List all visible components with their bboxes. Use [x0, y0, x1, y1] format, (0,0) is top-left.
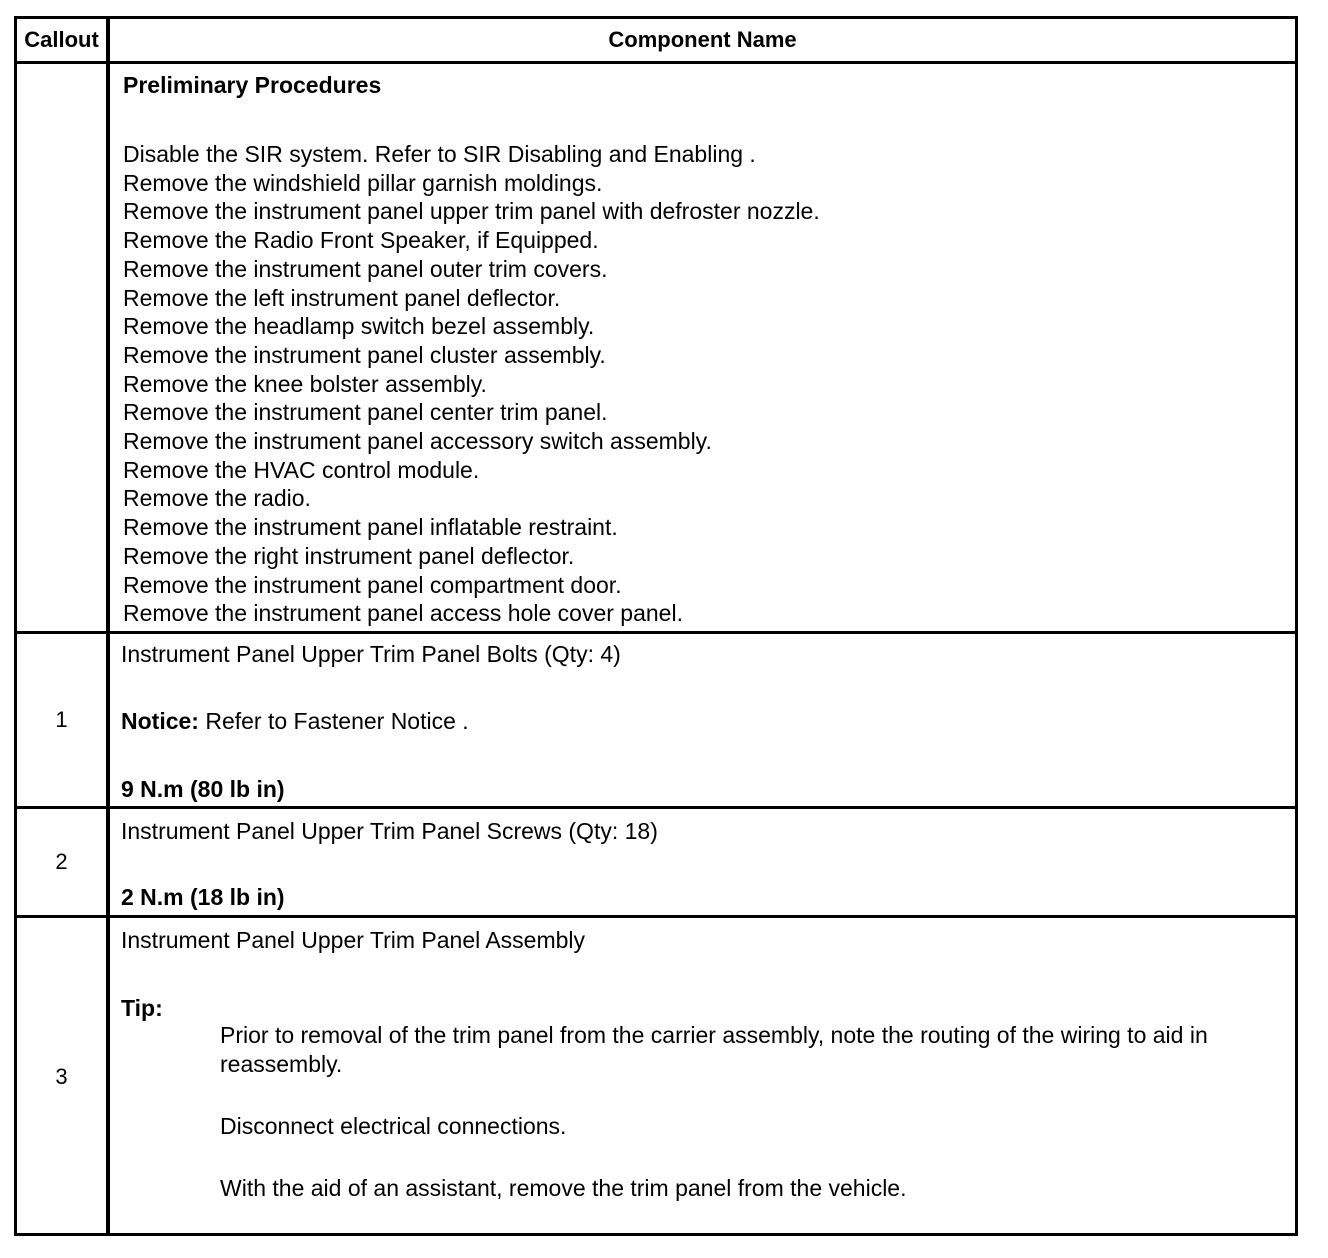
- preliminary-step: Remove the radio.: [123, 485, 311, 512]
- preliminary-step: Remove the HVAC control module.: [123, 456, 480, 483]
- preliminary-step: Remove the windshield pillar garnish moldings.: [123, 169, 603, 196]
- preliminary-step: Remove the instrument panel inflatable restraint.: [123, 514, 618, 541]
- component-name-header-label: Component Name: [608, 27, 797, 52]
- row-content: [110, 918, 1295, 1236]
- tip-label: Tip:: [121, 995, 163, 1021]
- tip-text: Prior to removal of the trim panel from the carrier assembly, note the routing of the wiring to aid in reassembly.: [220, 1022, 1208, 1077]
- preliminary-step: Remove the right instrument panel deflector.: [123, 542, 575, 569]
- preliminary-step: Remove the instrument panel center trim panel.: [123, 399, 608, 426]
- preliminary-row: [17, 61, 1295, 631]
- preliminary-content: [110, 64, 1295, 631]
- procedure-table: [14, 16, 1298, 1236]
- tip-text: With the aid of an assistant, remove the trim panel from the vehicle.: [220, 1175, 907, 1201]
- preliminary-step: Remove the instrument panel cluster assembly.: [123, 341, 606, 368]
- torque-spec: 9 N.m (80 lb in): [121, 776, 285, 802]
- callout-column-header: Callout: [17, 19, 110, 61]
- component-name-column-header: [110, 19, 1295, 61]
- callout-number: 1: [17, 634, 110, 806]
- preliminary-step: Remove the knee bolster assembly.: [123, 370, 487, 397]
- table-row: [17, 631, 1295, 806]
- row-content: [110, 809, 1295, 915]
- tip-text: Disconnect electrical connections.: [220, 1113, 567, 1139]
- preliminary-step: Remove the Radio Front Speaker, if Equipped.: [123, 227, 599, 254]
- notice-label: Notice:: [121, 708, 199, 734]
- preliminary-step: Remove the instrument panel access hole cover panel.: [123, 600, 683, 627]
- table-row: [17, 915, 1295, 1236]
- torque-spec: 2 N.m (18 lb in): [121, 884, 285, 910]
- notice-text: Refer to Fastener Notice .: [198, 708, 469, 734]
- preliminary-step: Remove the headlamp switch bezel assembly.: [123, 313, 595, 340]
- preliminary-step: Disable the SIR system. Refer to SIR Disabling and Enabling .: [123, 141, 756, 167]
- preliminary-step: Remove the instrument panel outer trim covers.: [123, 255, 608, 282]
- preliminary-step: Remove the instrument panel accessory switch assembly.: [123, 428, 712, 454]
- preliminary-step: Remove the left instrument panel deflector.: [123, 284, 561, 311]
- table-row: [17, 806, 1295, 915]
- component-name: Instrument Panel Upper Trim Panel Assembly: [121, 927, 586, 953]
- preliminary-step: Remove the instrument panel upper trim panel with defroster nozzle.: [123, 198, 820, 225]
- component-name: Instrument Panel Upper Trim Panel Bolts (Qty: 4): [121, 641, 621, 667]
- table-header: [17, 19, 1295, 61]
- callout-number: 2: [17, 809, 110, 915]
- row-content: [110, 634, 1295, 806]
- notice: [121, 707, 469, 735]
- preliminary-title: Preliminary Procedures: [123, 72, 382, 98]
- preliminary-step: Remove the instrument panel compartment door.: [123, 571, 622, 598]
- component-name: Instrument Panel Upper Trim Panel Screws (Qty: 18): [121, 818, 658, 844]
- callout-number: 3: [17, 918, 110, 1236]
- preliminary-callout-cell: [17, 64, 110, 631]
